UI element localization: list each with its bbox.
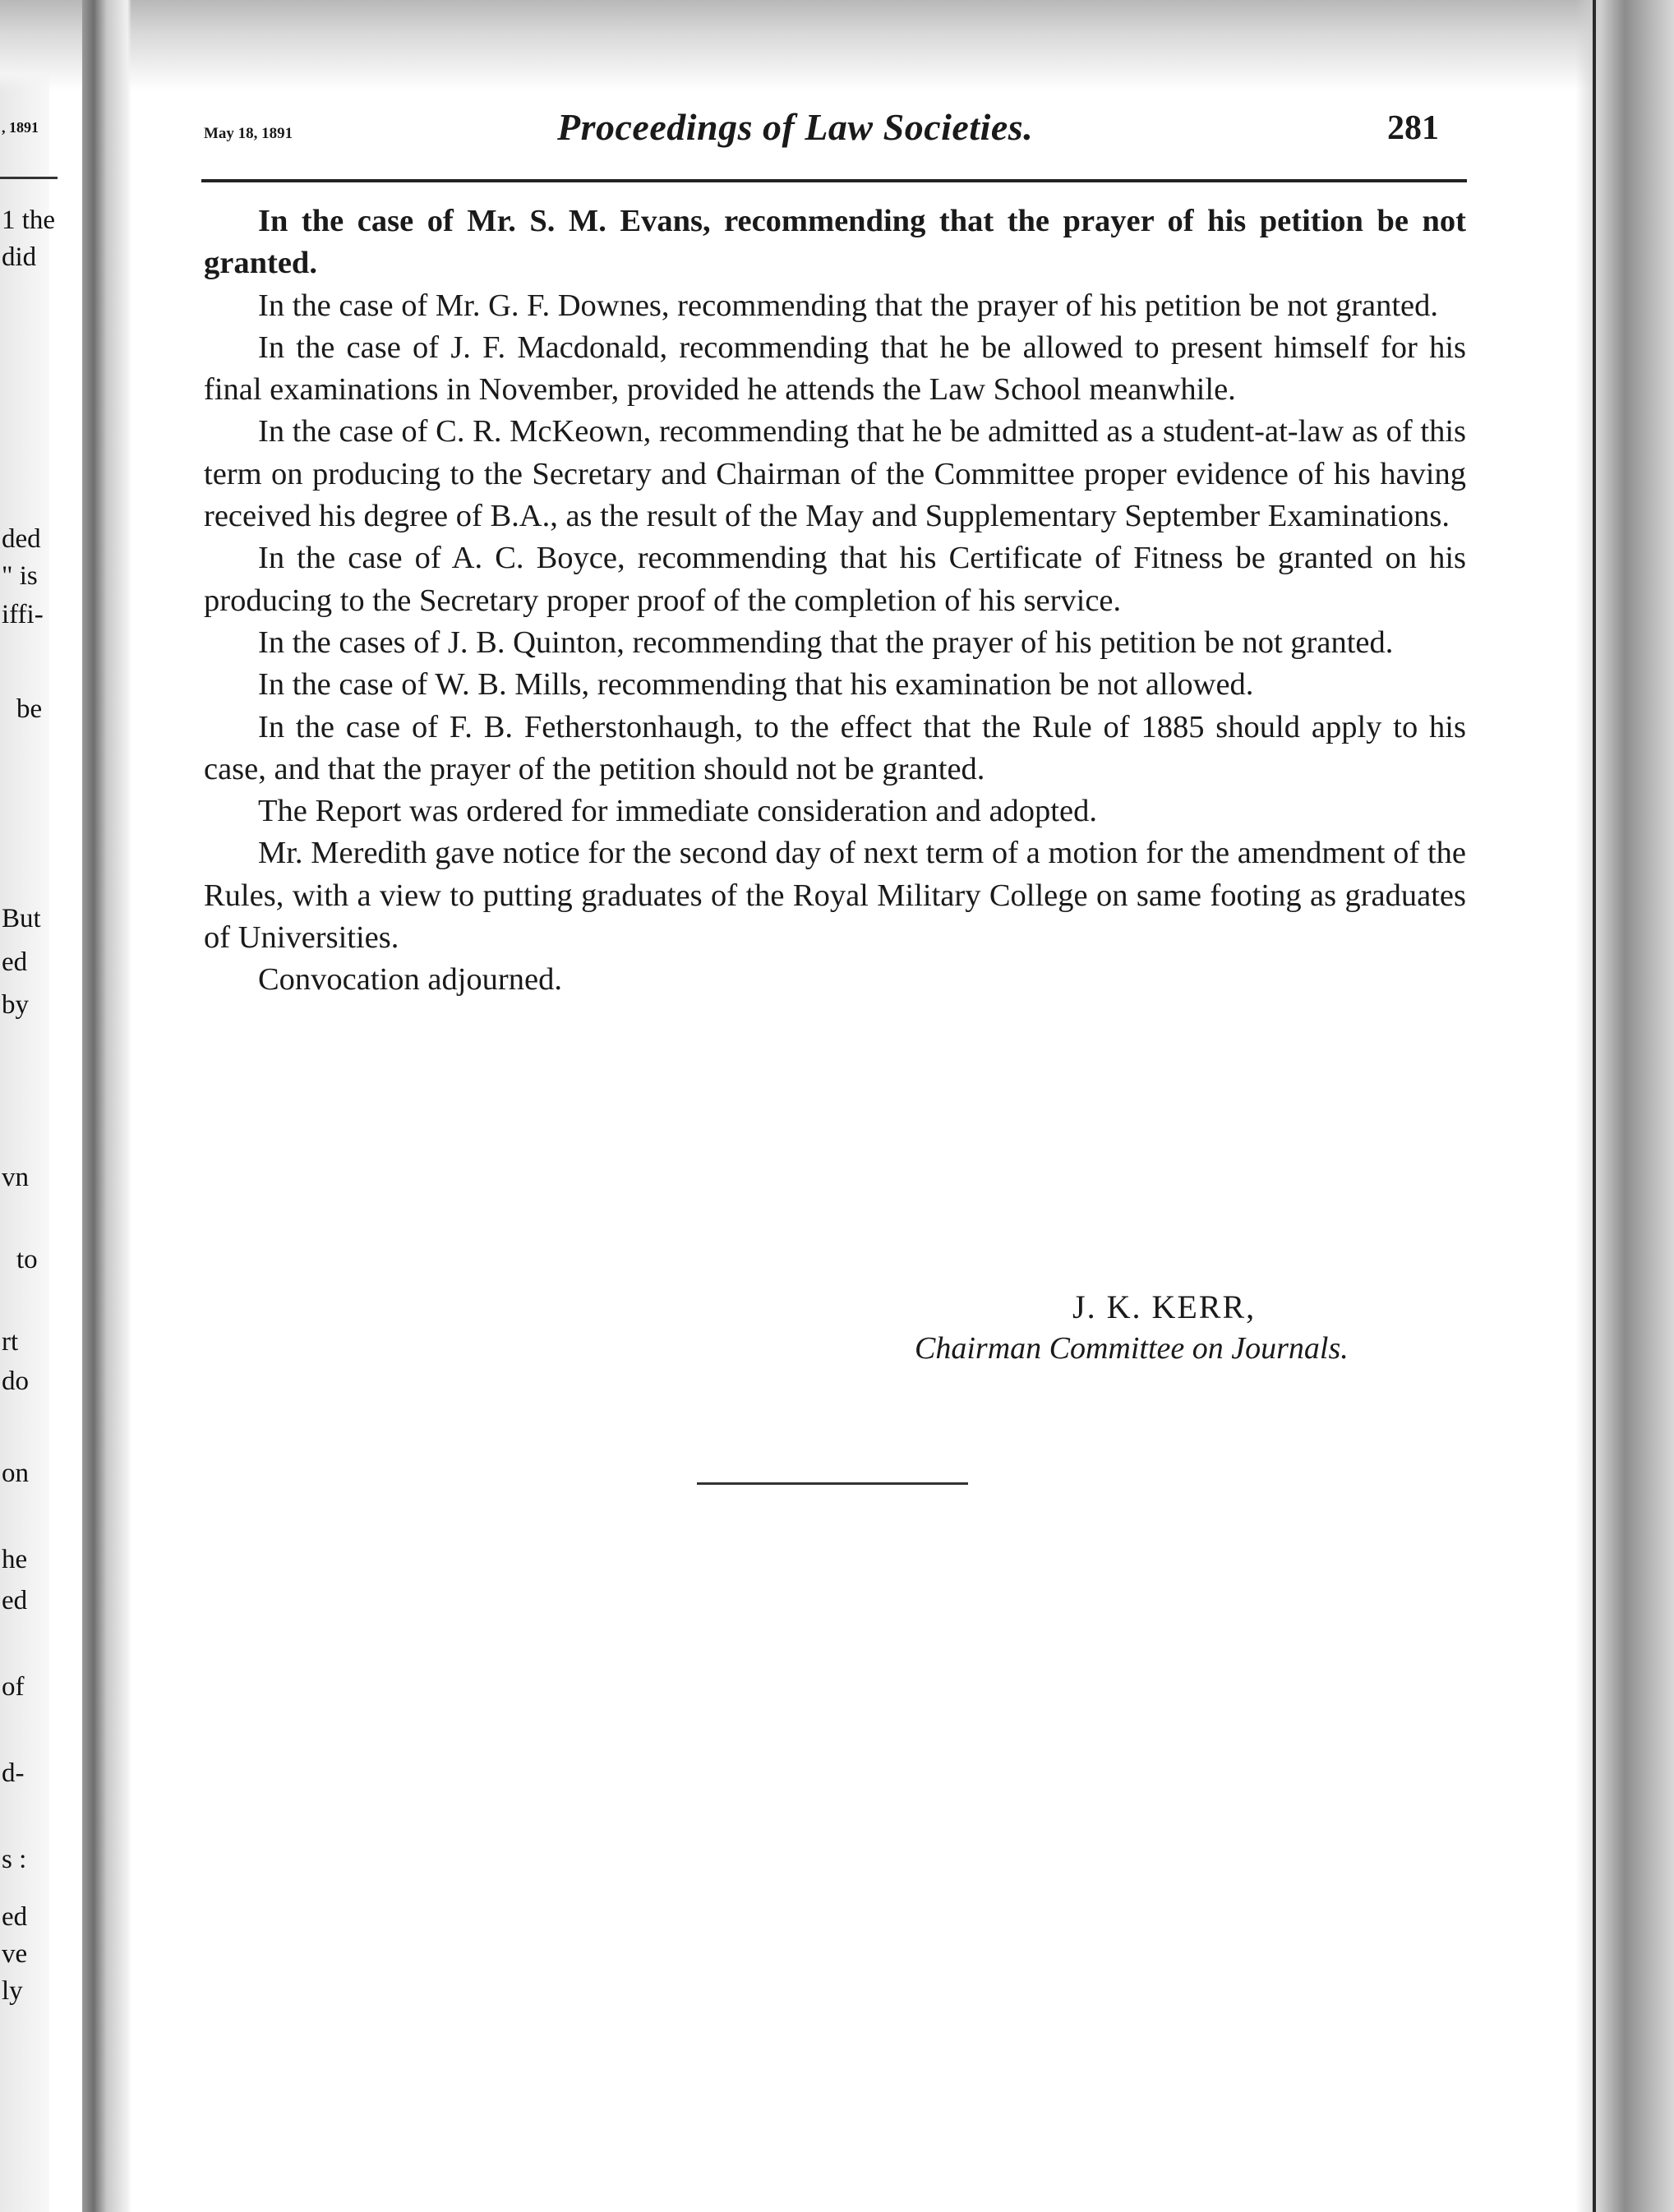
previous-page-fragment: of [2, 1672, 25, 1702]
previous-page-fragment: vn [2, 1163, 29, 1192]
previous-page-rule [0, 177, 58, 179]
running-header-date: May 18, 1891 [204, 125, 293, 142]
previous-page-fragment: by [2, 990, 29, 1020]
previous-page-fragment: ded [2, 524, 41, 554]
previous-page-fragment: to [16, 1245, 38, 1274]
paragraph: Mr. Meredith gave notice for the second day of next term of a motion for the amendment of the Rules, with a view to putting graduates of the Royal Military College on same footing as graduates of Universities. [204, 836, 1466, 956]
previous-page-fragment: on [2, 1459, 29, 1488]
previous-page-fragment: ed [2, 1902, 28, 1932]
paragraph: In the case of C. R. McKeown, recommending that he be admitted as a student-at-law as of this term on producing to the Secretary and Chairman of the Committee proper evidence of his having received his degree of B.A., as the result of the May and Supplementary September Examinations. [204, 414, 1466, 534]
previous-page-margin [0, 0, 82, 2212]
previous-page-fragment: ed [2, 1586, 28, 1615]
page-number: 281 [1387, 109, 1439, 147]
paragraph: Convocation adjourned. [258, 962, 562, 998]
previous-page-fragment: ed [2, 947, 28, 977]
paragraph: In the case of F. B. Fetherstonhaugh, to the effect that the Rule of 1885 should apply to his case, and that the prayer of the petition should not be granted. [204, 709, 1466, 786]
paragraph: In the case of Mr. G. F. Downes, recommending that the prayer of his petition be not granted. [258, 288, 1439, 323]
end-rule [697, 1482, 968, 1485]
scan-page-edge [1593, 0, 1596, 2212]
signature-title: Chairman Committee on Journals. [915, 1331, 1349, 1366]
paragraph: In the case of A. C. Boyce, recommending that his Certificate of Fitness be granted on his producing to the Secretary proper proof of the completion of his service. [204, 541, 1466, 618]
paragraph: The Report was ordered for immediate consideration and adopted. [258, 794, 1097, 829]
previous-page-fragment: iffi- [2, 600, 44, 629]
paragraph: In the case of J. F. Macdonald, recommending that he be allowed to present himself for his final examinations in November, provided he attends the Law School meanwhile. [204, 329, 1466, 408]
previous-page-fragment: s : [2, 1845, 27, 1874]
scan-shadow-top [0, 0, 1674, 90]
paragraph: In the case of W. B. Mills, recommending that his examination be not allowed. [258, 667, 1254, 703]
previous-page-fragment: d- [2, 1758, 25, 1788]
running-header-title: Proceedings of Law Societies. [557, 106, 1034, 148]
previous-page-fragment: ve [2, 1939, 28, 1969]
previous-page-fragment: But [2, 904, 41, 933]
previous-page-fragment: he [2, 1545, 28, 1574]
scan-gutter-shadow [82, 0, 131, 2212]
paragraph: In the cases of J. B. Quinton, recommending that the prayer of his petition be not granted. [258, 624, 1394, 660]
previous-page-fragment: do [2, 1366, 29, 1396]
signature-name: J. K. KERR, [1072, 1288, 1257, 1325]
previous-page-fragment: did [2, 242, 37, 272]
previous-page-fragment: be [16, 694, 43, 724]
body-text [204, 200, 1466, 1002]
scan-shadow-right [1575, 0, 1674, 2212]
paragraph: In the case of Mr. S. M. Evans, recommending that the prayer of his petition be not granted. [204, 204, 1466, 281]
previous-page-fragment: rt [2, 1327, 19, 1357]
previous-page-fragment: ly [2, 1976, 23, 2006]
header-rule [201, 179, 1467, 182]
previous-page-header: , 1891 [2, 119, 39, 136]
previous-page-fragment: 1 the [2, 205, 56, 235]
previous-page-fragment: " is [2, 561, 38, 591]
